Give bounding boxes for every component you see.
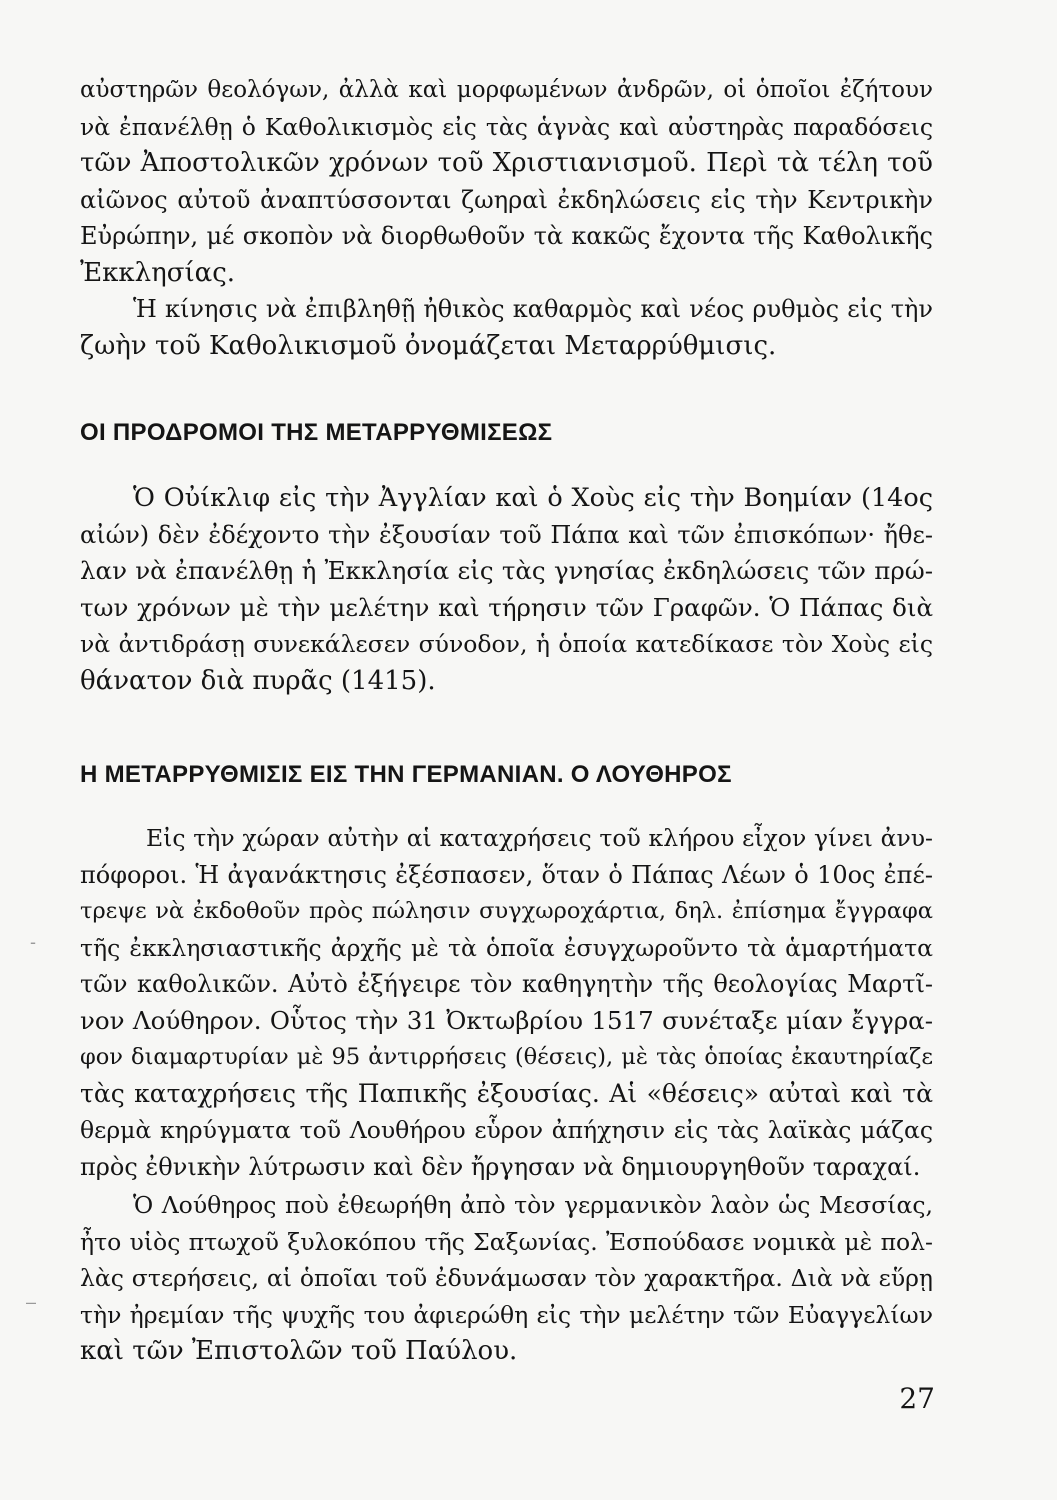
- text-line: αὐστηρῶν θεολόγων, ἀλλὰ καὶ μορφωμένων ἀνδρῶν, οἱ ὁποῖοι ἐζήτουν: [80, 77, 933, 103]
- text-line: τῶν καθολικῶν. Αὐτὸ ἐξήγειρε τὸν καθηγητὴν τῆς θεολογίας Μαρτῖ-: [80, 970, 933, 998]
- paragraph-forerunners: [80, 480, 933, 699]
- paragraph-text: [80, 480, 933, 699]
- section-heading-reformation-germany: Η ΜΕΤΑΡΡΥΘΜΙΣΙΣ ΕΙΣ ΤΗΝ ΓΕΡΜΑΝΙΑΝ. Ο ΛΟΥΘΗΡΟΣ: [80, 761, 732, 788]
- text-line: καὶ τῶν Ἐπιστολῶν τοῦ Παύλου.: [80, 1336, 518, 1366]
- margin-dash-mark: –: [26, 1292, 37, 1312]
- text-line: Ἡ κίνησις νὰ ἐπιβληθῇ ἠθικὸς καθαρμὸς καὶ νέος ρυθμὸς εἰς τὴν: [133, 295, 933, 323]
- paragraph-text: [80, 1187, 933, 1370]
- paragraph-text: [80, 291, 933, 364]
- text-line: τῶν Ἀποστολικῶν χρόνων τοῦ Χριστιανισμοῦ. Περὶ τὰ τέλη τοῦ: [80, 148, 933, 178]
- paragraph-luther: [80, 1187, 933, 1370]
- text-line: θερμὰ κηρύγματα τοῦ Λουθήρου εὗρον ἀπήχησιν εἰς τὰς λαϊκὰς μάζας: [80, 1116, 933, 1144]
- text-line: φον διαμαρτυρίαν μὲ 95 ἀντιρρήσεις (θέσεις), μὲ τὰς ὁποίας ἐκαυτηρίαζε: [80, 1044, 933, 1070]
- paragraph-intro: [80, 72, 933, 291]
- text-line: αἰῶνος αὐτοῦ ἀναπτύσσονται ζωηραὶ ἐκδηλώσεις εἰς τὴν Κεντρικὴν: [80, 185, 933, 214]
- text-line: λαν νὰ ἐπανέλθῃ ἡ Ἐκκλησία εἰς τὰς γνησίας ἐκδηλώσεις τῶν πρώ-: [80, 556, 933, 585]
- paragraph-text: [80, 72, 933, 291]
- text-line: νὰ ἀντιδράσῃ συνεκάλεσεν σύνοδον, ἡ ὁποία κατεδίκασε τὸν Χοὺς εἰς: [80, 630, 933, 658]
- text-line: τὴν ἠρεμίαν τῆς ψυχῆς του ἀφιερώθη εἰς τὴν μελέτην τῶν Εὐαγγελίων: [80, 1300, 933, 1329]
- page-number: 27: [899, 1382, 935, 1415]
- margin-dash-mark: -: [30, 932, 36, 952]
- text-line: ἦτο υἱὸς πτωχοῦ ξυλοκόπου τῆς Σαξωνίας. Ἐσπούδασε νομικὰ μὲ πολ-: [80, 1227, 933, 1256]
- text-line: τὰς καταχρήσεις τῆς Παπικῆς ἐξουσίας. Αἱ «θέσεις» αὐταὶ καὶ τὰ: [80, 1078, 933, 1108]
- paragraph-movement: [80, 291, 933, 364]
- text-line: ζωὴν τοῦ Καθολικισμοῦ ὀνομάζεται Μεταρρύθμισις.: [80, 330, 777, 361]
- text-line: Ὁ Οὐίκλιφ εἰς τὴν Ἀγγλίαν καὶ ὁ Χοὺς εἰς τὴν Βοημίαν (14ος: [133, 483, 933, 513]
- text-line: λὰς στερήσεις, αἱ ὁποῖαι τοῦ ἐδυνάμωσαν τὸν χαρακτῆρα. Διὰ νὰ εὕρῃ: [80, 1264, 933, 1292]
- text-line: νον Λούθηρον. Οὗτος τὴν 31 Ὀκτωβρίου 1517 συνέταξε μίαν ἔγγρα-: [80, 1005, 933, 1035]
- text-line: Εὐρώπην, μέ σκοπὸν νὰ διορθωθοῦν τὰ κακῶς ἔχοντα τῆς Καθολικῆς: [80, 222, 933, 250]
- text-line: πόφοροι. Ἡ ἀγανάκτησις ἐξέσπασεν, ὅταν ὁ Πάπας Λέων ὁ 10ος ἐπέ-: [80, 860, 933, 889]
- text-line: πρὸς ἐθνικὴν λύτρωσιν καὶ δὲν ἤργησαν νὰ δημιουργηθοῦν ταραχαί.: [80, 1152, 921, 1181]
- text-line: νὰ ἐπανέλθῃ ὁ Καθολικισμὸς εἰς τὰς ἁγνὰς καὶ αὐστηρὰς παραδόσεις: [80, 112, 933, 141]
- text-line: Ὁ Λούθηρος ποὺ ἐθεωρήθη ἀπὸ τὸν γερμανικὸν λαὸν ὡς Μεσσίας,: [133, 1191, 933, 1219]
- text-line: Εἰς τὴν χώραν αὐτὴν αἱ καταχρήσεις τοῦ κλήρου εἶχον γίνει ἀνυ-: [146, 824, 933, 852]
- text-line: αἰών) δὲν ἐδέχοντο τὴν ἐξουσίαν τοῦ Πάπα καὶ τῶν ἐπισκόπων· ἤθε-: [80, 520, 933, 549]
- section-heading-forerunners: ΟΙ ΠΡΟΔΡΟΜΟΙ ΤΗΣ ΜΕΤΑΡΡΥΘΜΙΣΕΩΣ: [80, 419, 553, 446]
- text-line: των χρόνων μὲ τὴν μελέτην καὶ τήρησιν τῶν Γραφῶν. Ὁ Πάπας διὰ: [80, 592, 933, 622]
- paragraph-text: [80, 820, 933, 1185]
- text-line: τῆς ἐκκλησιαστικῆς ἀρχῆς μὲ τὰ ὁποῖα ἐσυγχωροῦντο τὰ ἁμαρτήματα: [80, 933, 933, 962]
- paragraph-abuses: [80, 820, 933, 1185]
- text-line: τρεψε νὰ ἐκδοθοῦν πρὸς πώλησιν συγχωροχάρτια, δηλ. ἐπίσημα ἔγγραφα: [80, 898, 933, 924]
- text-line: Ἐκκλησίας.: [80, 257, 236, 288]
- text-line: θάνατον διὰ πυρᾶς (1415).: [80, 665, 436, 696]
